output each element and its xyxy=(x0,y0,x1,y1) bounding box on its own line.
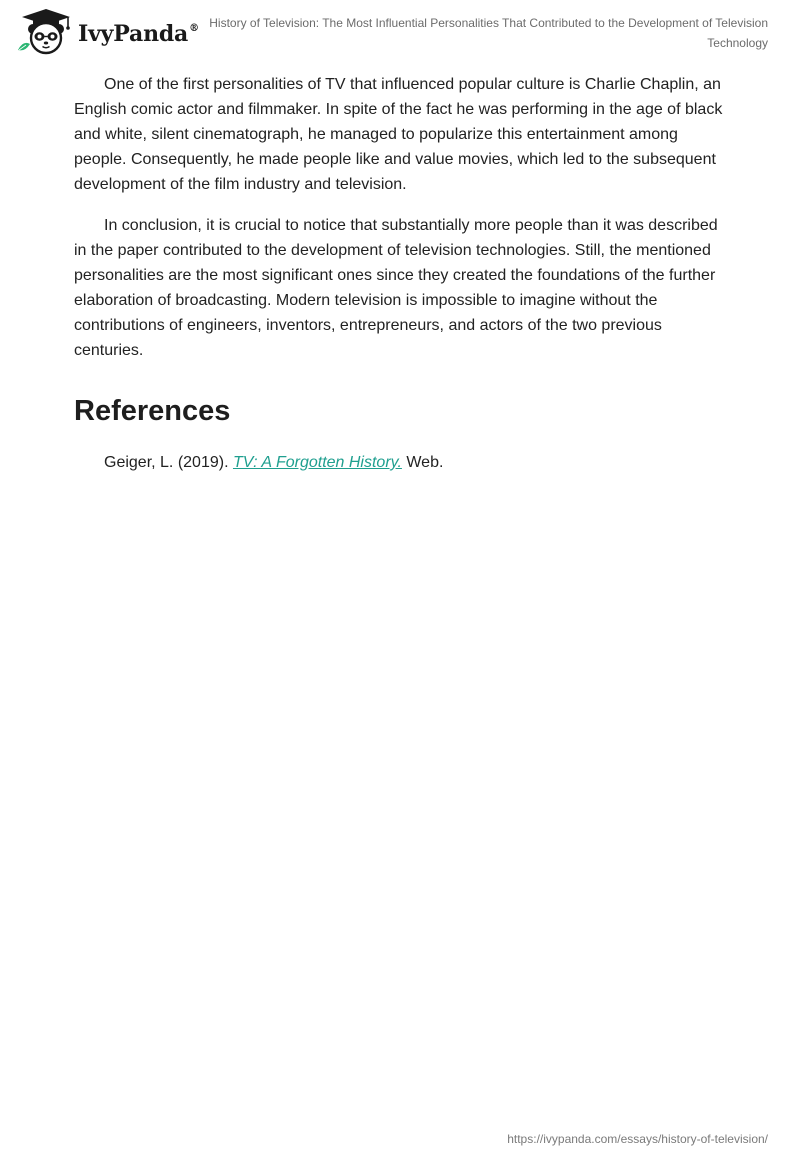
reference-item xyxy=(74,450,730,475)
panda-graduation-cap-icon xyxy=(14,8,78,56)
registered-mark: ® xyxy=(189,23,199,34)
reference-citation-prefix: Geiger, L. (2019). xyxy=(104,454,233,471)
body-paragraph: In conclusion, it is crucial to notice that substantially more people than it was described in the paper contributed to the development of television technologies. Still, the mentioned personalities are the most significant ones since they created the foundations of the further elaboration of broadcasting. Modern television is impossible to imagine without the contributions of engineers, inventors, entrepreneurs, and actors of the two previous centuries. xyxy=(74,217,718,359)
page-header xyxy=(0,0,800,62)
references-heading: References xyxy=(74,395,231,427)
document-title: History of Television: The Most Influential Personalities That Contributed to the Development of Television Technology xyxy=(209,16,768,50)
reference-citation-suffix: Web. xyxy=(401,454,444,471)
essay-content xyxy=(74,72,730,475)
reference-link[interactable]: TV: A Forgotten History. xyxy=(232,454,402,471)
body-paragraph: One of the first personalities of TV that influenced popular culture is Charlie Chaplin, an English comic actor and filmmaker. In spite of the fact he was performing in the age of black and white, silent cinematograph, he managed to popularize this entertainment among people. Consequently, he made people like and value movies, which led to the subsequent development of the film industry and television. xyxy=(74,76,723,193)
footer-url[interactable]: https://ivypanda.com/essays/history-of-television/ xyxy=(507,1132,768,1146)
ivypanda-logo[interactable] xyxy=(14,8,199,56)
brand-name: IvyPanda® xyxy=(78,21,199,47)
